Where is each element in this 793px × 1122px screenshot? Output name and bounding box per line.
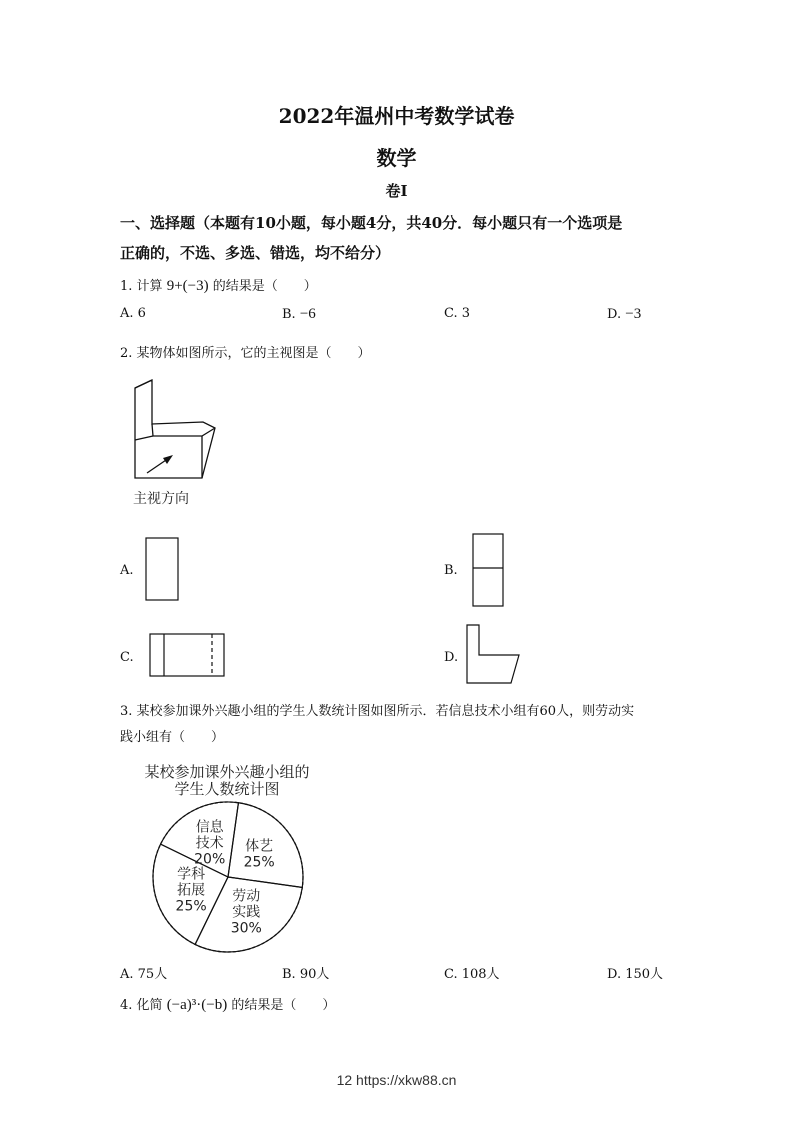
q2-option-c-figure[interactable] (148, 632, 228, 680)
question-1-stem (120, 275, 317, 295)
q3-option-d[interactable]: D. 150人 (607, 967, 664, 982)
page-footer (0, 1072, 793, 1088)
pie-slice-label: 体艺 (245, 838, 274, 855)
q3-option-c[interactable]: C. 108人 (444, 967, 500, 982)
q1-option-a[interactable]: A. 6 (120, 306, 146, 321)
chart-title-line1: 某校参加课外兴趣小组的 (144, 763, 310, 781)
pie-slice-label: 信息 (195, 819, 224, 836)
q1-option-b[interactable]: B. −6 (282, 306, 316, 322)
exam-title: 2022年温州中考数学试卷 (278, 104, 515, 128)
solid-figure (125, 370, 235, 515)
pie-slice-percent: 30% (230, 920, 262, 937)
pie-slice-label: 拓展 (177, 882, 206, 899)
pie-slice-label: 劳动 (232, 888, 261, 905)
q1-option-d[interactable]: D. −3 (607, 306, 642, 322)
q2-option-b-label[interactable]: B. (444, 563, 458, 578)
volume-title: 卷I (385, 182, 408, 200)
pie-slice-label: 实践 (232, 904, 261, 921)
chart-title-line2: 学生人数统计图 (174, 780, 280, 798)
question-1-expression: 9+(−3) (166, 278, 209, 294)
question-4-stem (120, 994, 335, 1014)
subject-title: 数学 (376, 146, 417, 170)
pie-slice-percent: 25% (175, 898, 207, 915)
section-heading-line2: 正确的，不选、多选、错选，均不给分） (120, 244, 391, 262)
view-direction-label: 主视方向 (133, 491, 189, 507)
page-number: 12 (336, 1072, 353, 1088)
footer-site-link[interactable]: https://xkw88.cn (356, 1072, 457, 1088)
question-1-suffix: 的结果是（ ） (212, 279, 317, 294)
q2-option-d-figure[interactable] (464, 622, 524, 686)
q3-option-b[interactable]: B. 90人 (282, 967, 330, 982)
pie-chart (120, 760, 335, 955)
question-1-prefix: 1. 计算 (120, 279, 163, 294)
question-4-suffix: 的结果是（ ） (231, 998, 336, 1013)
q2-option-c-label[interactable]: C. (120, 650, 134, 665)
q2-option-a-figure[interactable] (145, 536, 181, 602)
q2-option-a-label[interactable]: A. (120, 563, 134, 578)
question-3-stem-line1: 3. 某校参加课外兴趣小组的学生人数统计图如图所示．若信息技术小组有60人，则劳动实 (120, 704, 635, 719)
pie-slice-percent: 20% (194, 851, 226, 868)
question-4-expression: (−a)³·(−b) (166, 997, 228, 1013)
view-direction-arrow (147, 455, 173, 473)
question-3-stem-line2: 践小组有（ ） (120, 730, 225, 745)
question-4-prefix: 4. 化简 (120, 998, 163, 1013)
q2-option-b-figure[interactable] (472, 532, 506, 608)
pie-slice-label: 学科 (177, 866, 206, 883)
q1-option-c[interactable]: C. 3 (444, 306, 471, 321)
q2-option-d-label[interactable]: D. (444, 650, 459, 665)
pie-slice-percent: 25% (243, 854, 275, 871)
q3-option-a[interactable]: A. 75人 (120, 967, 168, 982)
section-heading-line1: 一、选择题（本题有10小题，每小题4分，共40分．每小题只有一个选项是 (120, 214, 623, 232)
question-2-stem: 2. 某物体如图所示，它的主视图是（ ） (120, 346, 371, 361)
pie-slice-label: 技术 (195, 835, 224, 852)
